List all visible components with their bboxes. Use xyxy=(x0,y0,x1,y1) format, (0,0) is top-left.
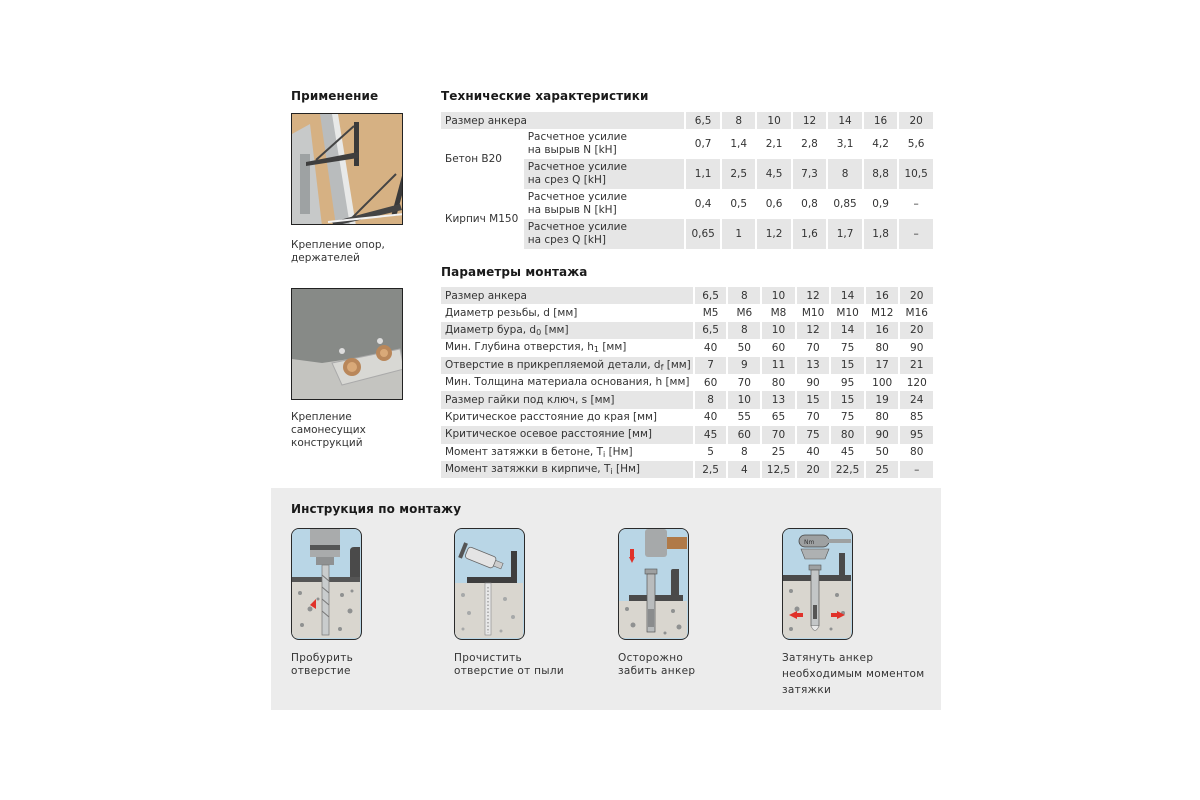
value-cell: 13 xyxy=(795,357,830,374)
size-cell: 14 xyxy=(829,287,864,304)
value-cell: 10,5 xyxy=(897,159,933,189)
table-row xyxy=(441,374,933,391)
param-label: Мин. Глубина отверстия, $h_1$ [мм] xyxy=(445,341,627,355)
value-cell: – xyxy=(898,461,933,478)
value-cell: 12 xyxy=(795,322,830,339)
value-cell: M10 xyxy=(795,304,830,321)
param-label: Критическое расстояние до края [мм] xyxy=(445,410,658,423)
value-cell: – xyxy=(897,219,933,249)
table-row xyxy=(441,426,933,443)
value-cell: M16 xyxy=(898,304,933,321)
value-cell: 45 xyxy=(829,444,864,461)
value-cell: 9 xyxy=(726,357,760,374)
table-row xyxy=(441,391,933,408)
value-cell: 8 xyxy=(726,322,760,339)
value-cell: M6 xyxy=(726,304,760,321)
size-cell: 12 xyxy=(795,287,830,304)
value-cell: 60 xyxy=(726,426,760,443)
caption-line: Крепление xyxy=(291,411,352,423)
caption-wall-brackets xyxy=(291,239,385,265)
tech-specs-heading: Технические характеристики xyxy=(441,89,649,103)
value-cell: 50 xyxy=(726,339,760,356)
value-cell: 50 xyxy=(864,444,899,461)
param-label: Расчетное усилие на срез Q [kH] xyxy=(524,159,685,189)
value-cell: 1,7 xyxy=(826,219,862,249)
caption-line: Крепление опор, xyxy=(291,239,385,251)
size-cell: 16 xyxy=(862,112,897,129)
hammer-anchor-icon xyxy=(618,528,689,640)
value-cell: 80 xyxy=(864,409,899,426)
value-cell: 90 xyxy=(864,426,899,443)
value-cell: 45 xyxy=(693,426,727,443)
param-label: Момент затяжки в кирпиче, $T_i$ [Нм] xyxy=(441,461,693,478)
value-cell: 120 xyxy=(898,374,933,391)
value-cell: 25 xyxy=(760,444,795,461)
value-cell: 95 xyxy=(829,374,864,391)
value-cell: 75 xyxy=(829,339,864,356)
value-cell: M12 xyxy=(864,304,899,321)
value-cell: 100 xyxy=(864,374,899,391)
value-cell: 0,7 xyxy=(684,129,720,159)
value-cell: 80 xyxy=(760,374,795,391)
value-cell: 1,8 xyxy=(862,219,897,249)
value-cell: 4 xyxy=(726,461,760,478)
size-cell: 8 xyxy=(726,287,760,304)
table-row xyxy=(441,322,933,339)
value-cell: 1,1 xyxy=(684,159,720,189)
table-row xyxy=(441,189,933,219)
value-cell: 25 xyxy=(864,461,899,478)
table-row xyxy=(441,357,933,374)
value-cell: 2,5 xyxy=(693,461,727,478)
size-cell: 10 xyxy=(760,287,795,304)
value-cell: 24 xyxy=(898,391,933,408)
value-cell: 0,5 xyxy=(720,189,755,219)
value-cell: 8 xyxy=(826,159,862,189)
value-cell: 8 xyxy=(726,444,760,461)
caption-self-supporting-structures xyxy=(291,411,366,450)
param-label: Расчетное усилие на срез Q [kH] xyxy=(524,219,685,249)
value-cell: 13 xyxy=(760,391,795,408)
value-cell: 0,65 xyxy=(684,219,720,249)
step-label: Затянуть анкер необходимым моментом затяжки xyxy=(782,652,925,696)
value-cell: 2,5 xyxy=(720,159,755,189)
table-header-row xyxy=(441,287,933,304)
table-row xyxy=(441,304,933,321)
value-cell: 65 xyxy=(760,409,795,426)
value-cell: 90 xyxy=(898,339,933,356)
value-cell: 40 xyxy=(693,339,727,356)
step-torque xyxy=(782,528,932,698)
value-cell: 0,8 xyxy=(791,189,826,219)
value-cell: M5 xyxy=(693,304,727,321)
size-cell: 12 xyxy=(791,112,826,129)
step-label: Прочистить отверстие от пыли xyxy=(454,652,565,677)
header-label: Размер анкера xyxy=(441,287,693,304)
param-label: Размер гайки под ключ, s [мм] xyxy=(441,391,693,408)
value-cell: 60 xyxy=(760,339,795,356)
value-cell: 20 xyxy=(898,322,933,339)
value-cell: 70 xyxy=(795,339,830,356)
value-cell: 5,6 xyxy=(897,129,933,159)
value-cell: 19 xyxy=(864,391,899,408)
value-cell: 80 xyxy=(898,444,933,461)
mounting-params-heading: Параметры монтажа xyxy=(441,265,588,279)
material-label: Бетон В20 xyxy=(441,129,524,189)
value-cell: 15 xyxy=(795,391,830,408)
value-cell: 75 xyxy=(829,409,864,426)
value-cell: 1,6 xyxy=(791,219,826,249)
value-cell: 80 xyxy=(829,426,864,443)
value-cell: 5 xyxy=(693,444,727,461)
table-row xyxy=(441,339,933,356)
wall-brackets-photo xyxy=(291,113,403,225)
param-label: Критическое осевое расстояние [мм] xyxy=(441,426,693,443)
value-cell: 7 xyxy=(693,357,727,374)
size-cell: 8 xyxy=(720,112,755,129)
value-cell: M10 xyxy=(829,304,864,321)
value-cell: 10 xyxy=(726,391,760,408)
anchored-base-plate-photo xyxy=(291,288,403,400)
value-cell: 4,2 xyxy=(862,129,897,159)
value-cell: 75 xyxy=(795,426,830,443)
value-cell: 1 xyxy=(720,219,755,249)
value-cell: 3,1 xyxy=(826,129,862,159)
table-header-row xyxy=(441,112,933,129)
svg-text:Nm: Nm xyxy=(804,539,815,546)
value-cell: 15 xyxy=(829,391,864,408)
value-cell: 80 xyxy=(864,339,899,356)
value-cell: 0,4 xyxy=(684,189,720,219)
value-cell: 60 xyxy=(693,374,727,391)
value-cell: 40 xyxy=(693,409,727,426)
size-cell: 20 xyxy=(898,287,933,304)
value-cell: 90 xyxy=(795,374,830,391)
size-cell: 6,5 xyxy=(684,112,720,129)
value-cell: 17 xyxy=(864,357,899,374)
param-label: Мин. Толщина материала основания, h [мм] xyxy=(445,376,690,389)
step-label: Пробурить отверстие xyxy=(291,652,354,677)
table-row xyxy=(441,444,933,461)
value-cell: 2,8 xyxy=(791,129,826,159)
size-cell: 20 xyxy=(897,112,933,129)
value-cell: 70 xyxy=(795,409,830,426)
torque-wrench-icon xyxy=(782,528,853,640)
value-cell: 15 xyxy=(829,357,864,374)
material-label: Кирпич М150 xyxy=(441,189,524,249)
header-label: Размер анкера xyxy=(441,112,684,129)
value-cell: 2,1 xyxy=(755,129,790,159)
value-cell: 1,2 xyxy=(755,219,790,249)
value-cell: 1,4 xyxy=(720,129,755,159)
size-cell: 16 xyxy=(864,287,899,304)
value-cell: 20 xyxy=(795,461,830,478)
installation-section xyxy=(271,488,941,710)
table-row xyxy=(441,409,933,426)
param-label: Диаметр резьбы, d [мм] xyxy=(445,306,578,319)
param-label: Расчетное усилие на вырыв N [kH] xyxy=(527,191,627,216)
mounting-rows xyxy=(441,304,933,478)
value-cell: – xyxy=(897,189,933,219)
value-cell: 0,6 xyxy=(755,189,790,219)
value-cell: 55 xyxy=(726,409,760,426)
value-cell: 0,9 xyxy=(862,189,897,219)
size-cell: 14 xyxy=(826,112,862,129)
drill-hole-icon xyxy=(291,528,362,640)
param-label: Расчетное усилие на вырыв N [kH] xyxy=(527,131,627,156)
tech-specs-table xyxy=(441,112,933,249)
value-cell: 85 xyxy=(898,409,933,426)
param-label: Диаметр бура, $d_0$ [мм] xyxy=(441,322,693,339)
step-drill xyxy=(291,528,441,678)
step-clean xyxy=(454,528,604,678)
value-cell: 8,8 xyxy=(862,159,897,189)
value-cell: 11 xyxy=(760,357,795,374)
value-cell: 95 xyxy=(898,426,933,443)
blow-out-dust-icon xyxy=(454,528,525,640)
value-cell: 14 xyxy=(829,322,864,339)
value-cell: 70 xyxy=(760,426,795,443)
value-cell: 0,85 xyxy=(826,189,862,219)
value-cell: 4,5 xyxy=(755,159,790,189)
step-hammer xyxy=(618,528,768,678)
value-cell: 21 xyxy=(898,357,933,374)
value-cell: 12,5 xyxy=(760,461,795,478)
param-label: Отверстие в прикрепляемой детали, $d_f$ [мм] xyxy=(441,357,693,374)
caption-line: самонесущих xyxy=(291,424,366,436)
step-label: Осторожно забить анкер xyxy=(618,652,696,677)
value-cell: 8 xyxy=(693,391,727,408)
installation-heading: Инструкция по монтажу xyxy=(291,502,462,516)
value-cell: 40 xyxy=(795,444,830,461)
param-label: Момент затяжки в бетоне, $T_i$ [Нм] xyxy=(445,445,633,459)
mounting-params-table xyxy=(441,287,933,478)
caption-line: держателей xyxy=(291,252,360,264)
value-cell: 22,5 xyxy=(829,461,864,478)
caption-line: конструкций xyxy=(291,437,363,449)
value-cell: 7,3 xyxy=(791,159,826,189)
value-cell: 70 xyxy=(726,374,760,391)
value-cell: M8 xyxy=(760,304,795,321)
value-cell: 6,5 xyxy=(693,322,727,339)
application-heading: Применение xyxy=(291,89,379,103)
table-row xyxy=(441,129,933,159)
table-row xyxy=(441,461,933,478)
size-cell: 10 xyxy=(755,112,790,129)
size-cell: 6,5 xyxy=(693,287,727,304)
value-cell: 16 xyxy=(864,322,899,339)
value-cell: 10 xyxy=(760,322,795,339)
